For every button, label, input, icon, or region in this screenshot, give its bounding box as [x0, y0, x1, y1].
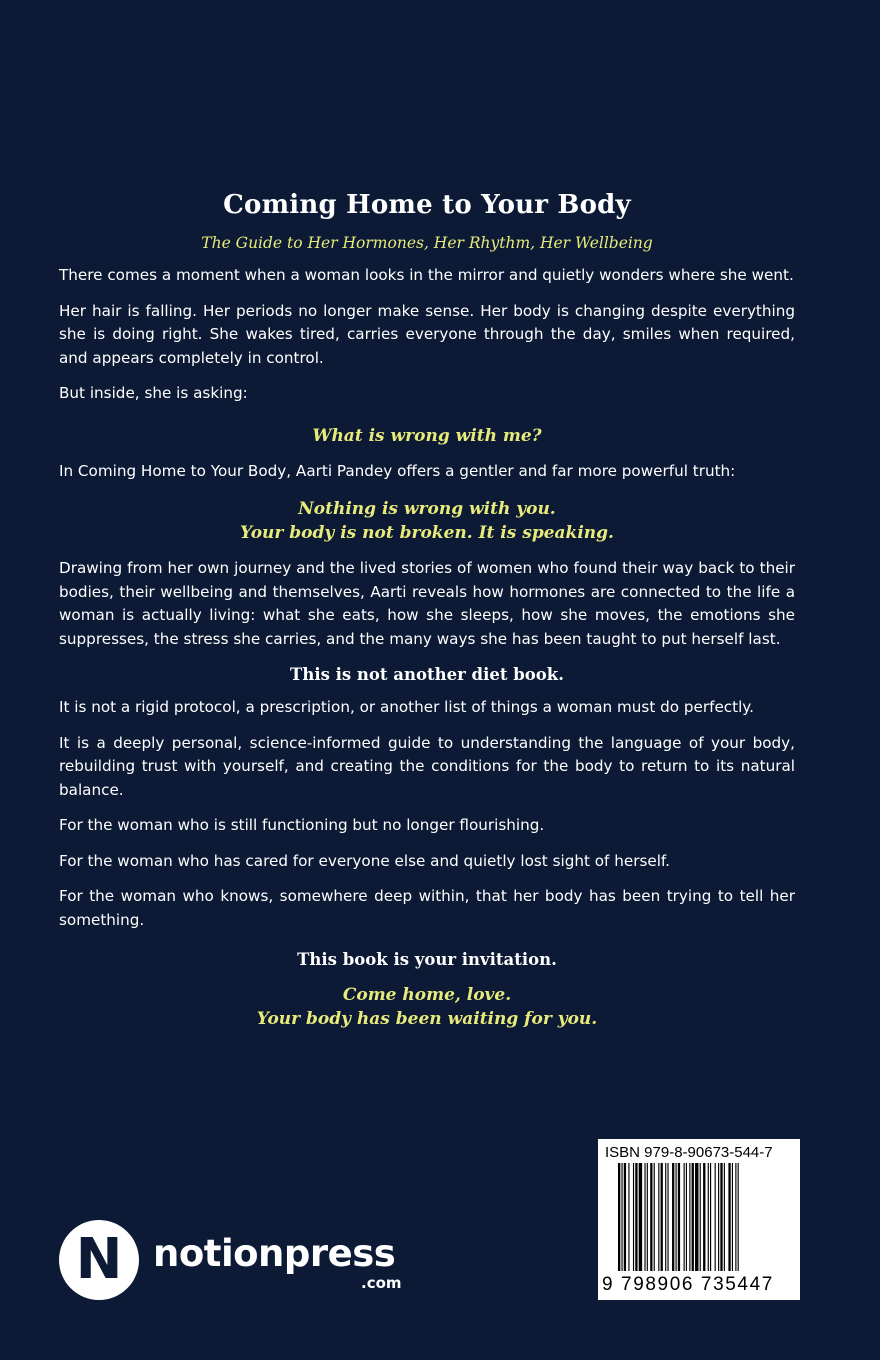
barcode-bar — [692, 1163, 694, 1271]
publisher-logo — [59, 1218, 439, 1302]
barcode-bar — [708, 1163, 709, 1271]
callout-truth-line-2: Your body is not broken. It is speaking. — [240, 523, 614, 543]
barcode-bar — [658, 1163, 659, 1271]
barcode-bar — [676, 1163, 677, 1271]
barcode-bar — [684, 1163, 685, 1271]
barcode-bar — [650, 1163, 652, 1271]
barcode-digits: 9 798906 735447 — [602, 1274, 774, 1295]
paragraph-inside: But inside, she is asking: — [59, 384, 248, 402]
paragraph-symptoms: Her hair is falling. Her periods no longer make sense. Her body is changing despite everything she is doing right. She wakes tired, carries everyone through the day, smiles when required, and appears completely in control. — [59, 301, 795, 367]
isbn-barcode — [598, 1139, 800, 1300]
book-subtitle: The Guide to Her Hormones, Her Rhythm, Her Wellbeing — [201, 234, 653, 252]
publisher-logo-mark: N — [75, 1227, 123, 1292]
barcode-bar — [672, 1163, 674, 1271]
publisher-domain: .com — [361, 1274, 402, 1292]
barcode-bar — [678, 1163, 680, 1271]
back-cover-text — [59, 190, 795, 1031]
barcode-bar — [703, 1163, 705, 1271]
barcode-bar — [724, 1163, 725, 1271]
barcode-bar — [735, 1163, 736, 1271]
barcode-bar — [654, 1163, 655, 1271]
barcode-bar — [647, 1163, 648, 1271]
paragraph-journey: Drawing from her own journey and the lived stories of women who found their way back to their bodies, their wellbeing and themselves, Aarti reveals how hormones are connected to the life a woman is actually living: what she eats, how she sleeps, how she moves, the emotions she suppresses, the stress she carries, and the many ways she has been taught to put herself last. — [59, 559, 795, 648]
barcode-bar — [715, 1163, 716, 1271]
callout-come-home — [59, 983, 795, 1031]
paragraph-not-protocol: It is not a rigid protocol, a prescription, or another list of things a woman must do perfectly. — [59, 698, 754, 716]
paragraph-for-woman-2: For the woman who has cared for everyone else and quietly lost sight of herself. — [59, 851, 670, 870]
publisher-name: notionpress — [153, 1232, 396, 1275]
barcode-bar — [686, 1163, 687, 1271]
barcode-bar — [700, 1163, 701, 1271]
barcode-bar — [667, 1163, 668, 1271]
barcode-bar — [665, 1163, 666, 1271]
barcode-bar — [639, 1163, 642, 1271]
callout-come-home-line-2: Your body has been waiting for you. — [256, 1009, 598, 1029]
book-title: Coming Home to Your Body — [223, 190, 631, 220]
callout-truth — [59, 497, 795, 545]
barcode-bar — [618, 1163, 620, 1271]
barcode-bar — [720, 1163, 722, 1271]
barcode-bar — [635, 1163, 637, 1271]
callout-truth-line-1: Nothing is wrong with you. — [298, 499, 556, 519]
barcode-bar — [633, 1163, 634, 1271]
isbn-label: ISBN 979-8-90673-544-7 — [605, 1144, 773, 1161]
paragraph-author-truth: In Coming Home to Your Body, Aarti Pandey offers a gentler and far more powerful truth: — [59, 461, 736, 480]
barcode-bar — [710, 1163, 711, 1271]
barcode-bar — [732, 1163, 733, 1271]
barcode-bar — [689, 1163, 690, 1271]
barcode-bar — [624, 1163, 626, 1271]
barcode-bar — [628, 1163, 629, 1271]
callout-question: What is wrong with me? — [312, 425, 542, 446]
barcode-bar — [661, 1163, 663, 1271]
barcode-bar — [728, 1163, 730, 1271]
paragraph-for-woman-1: For the woman who is still functioning but no longer flourishing. — [59, 816, 545, 834]
paragraph-mirror: There comes a moment when a woman looks in the mirror and quietly wonders where she went. — [59, 266, 794, 284]
callout-come-home-line-1: Come home, love. — [342, 985, 512, 1005]
barcode-bar — [644, 1163, 645, 1271]
statement-invitation: This book is your invitation. — [297, 950, 557, 969]
barcode-bar — [718, 1163, 719, 1271]
paragraph-guide: It is a deeply personal, science-informed guide to understanding the language of your body, rebuilding trust with yourself, and creating the conditions for the body to return to its natural balance. — [59, 733, 795, 799]
barcode-bar — [695, 1163, 698, 1271]
paragraph-for-woman-3: For the woman who knows, somewhere deep within, that her body has been trying to tell her something. — [59, 887, 795, 929]
barcode-bars-icon — [618, 1163, 782, 1275]
barcode-bar — [738, 1163, 739, 1271]
statement-not-diet-book: This is not another diet book. — [290, 665, 564, 684]
barcode-bar — [621, 1163, 622, 1271]
